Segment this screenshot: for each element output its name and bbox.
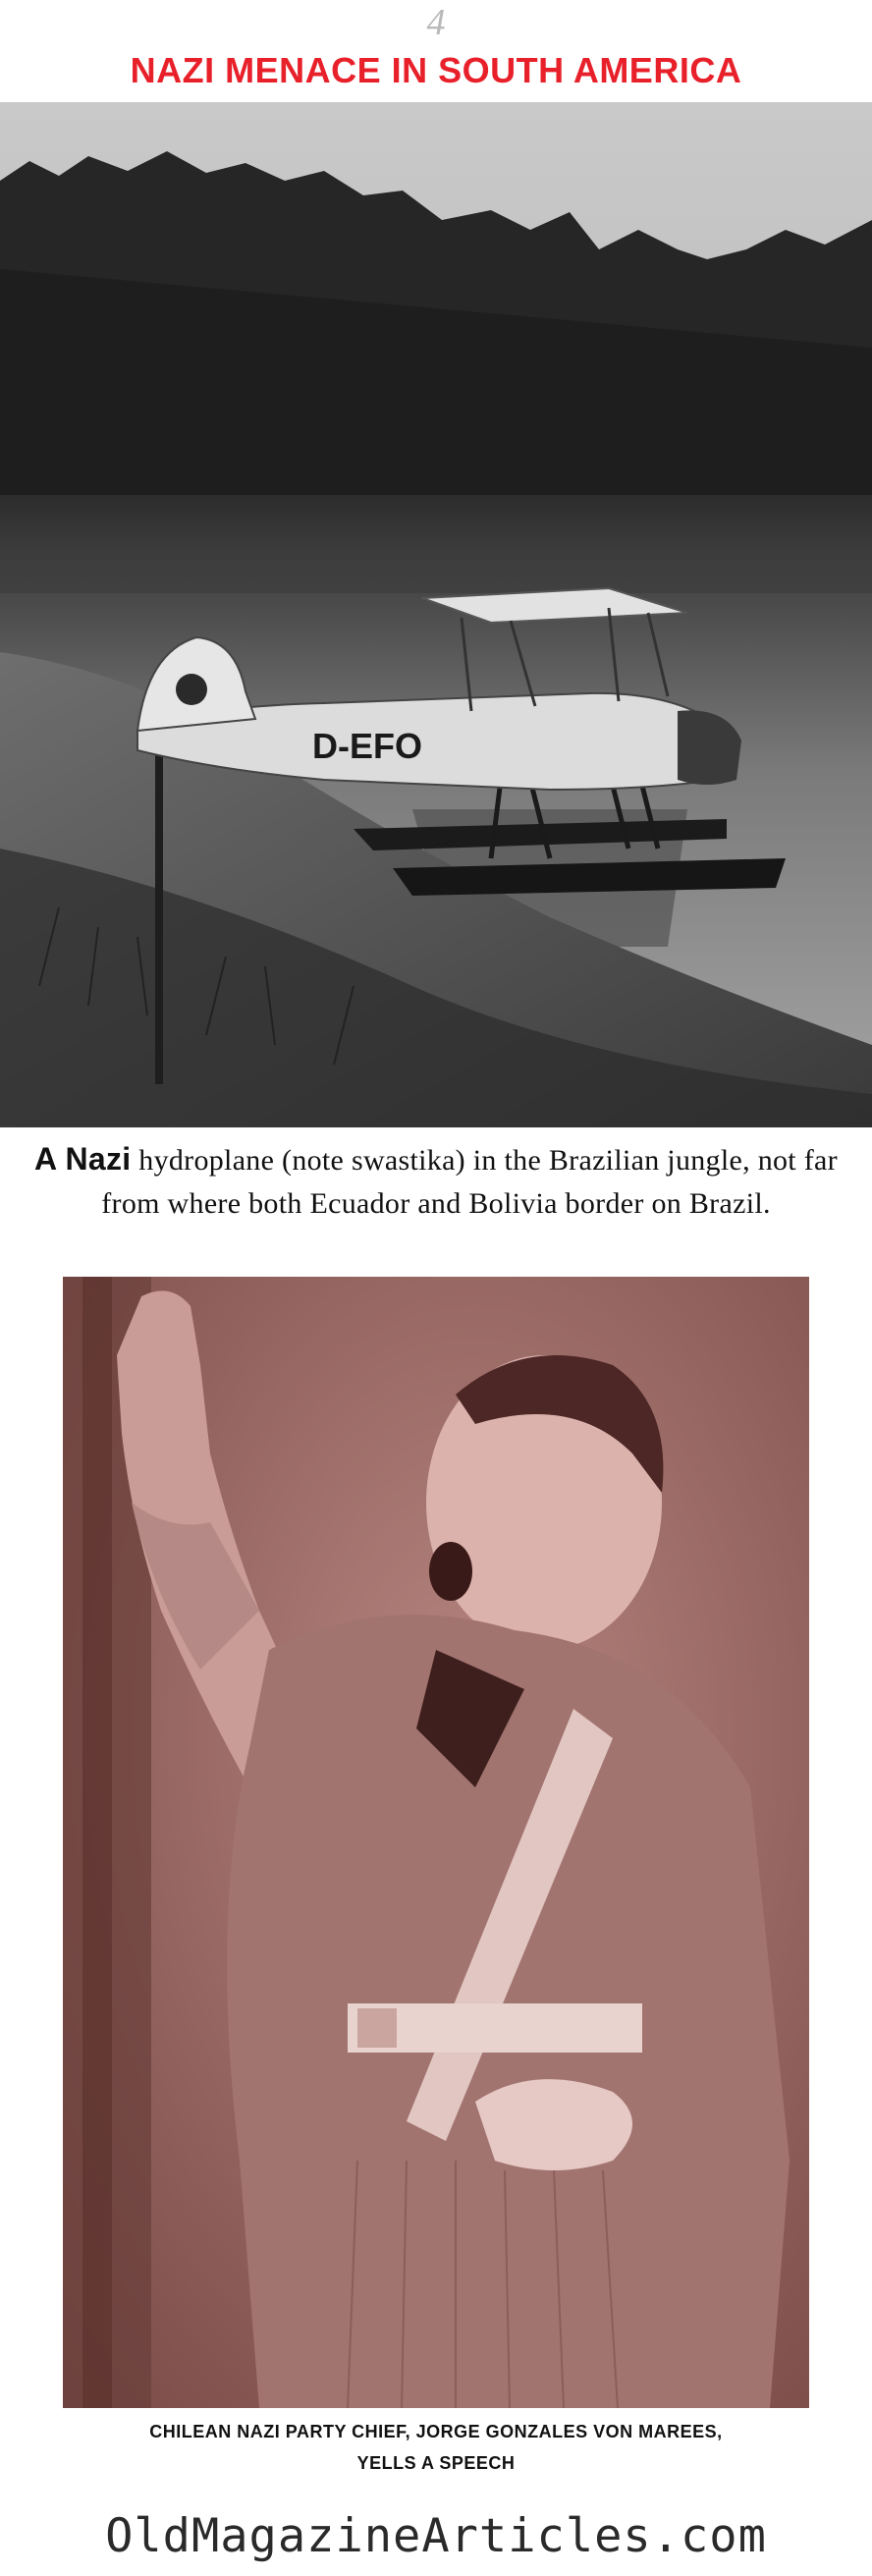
headline: NAZI MENACE IN SOUTH AMERICA: [130, 50, 742, 90]
plane-registration: D-EFO: [312, 726, 422, 766]
swastika-emblem: [176, 674, 207, 705]
speaker-photo: [63, 1277, 809, 2408]
page-number: 4: [426, 2, 446, 43]
site-watermark: OldMagazineArticles.com: [105, 2509, 767, 2563]
photo-caption: [8, 1137, 864, 1275]
hydroplane-photo: [0, 102, 872, 1127]
speaker-caption-line2: YELLS A SPEECH: [356, 2453, 516, 2473]
caption-text: hydroplane (note swastika) in the Brazilian jungle, not far from where both Ecuador and Bolivia border on Brazil.: [101, 1144, 838, 1220]
hand-on-hip: [475, 2079, 632, 2170]
speaker-caption: [0, 2416, 872, 2485]
speaker-caption-line1: CHILEAN NAZI PARTY CHIEF, JORGE GONZALES VON MAREES,: [149, 2422, 723, 2441]
caption-lead: A Nazi: [34, 1141, 132, 1177]
